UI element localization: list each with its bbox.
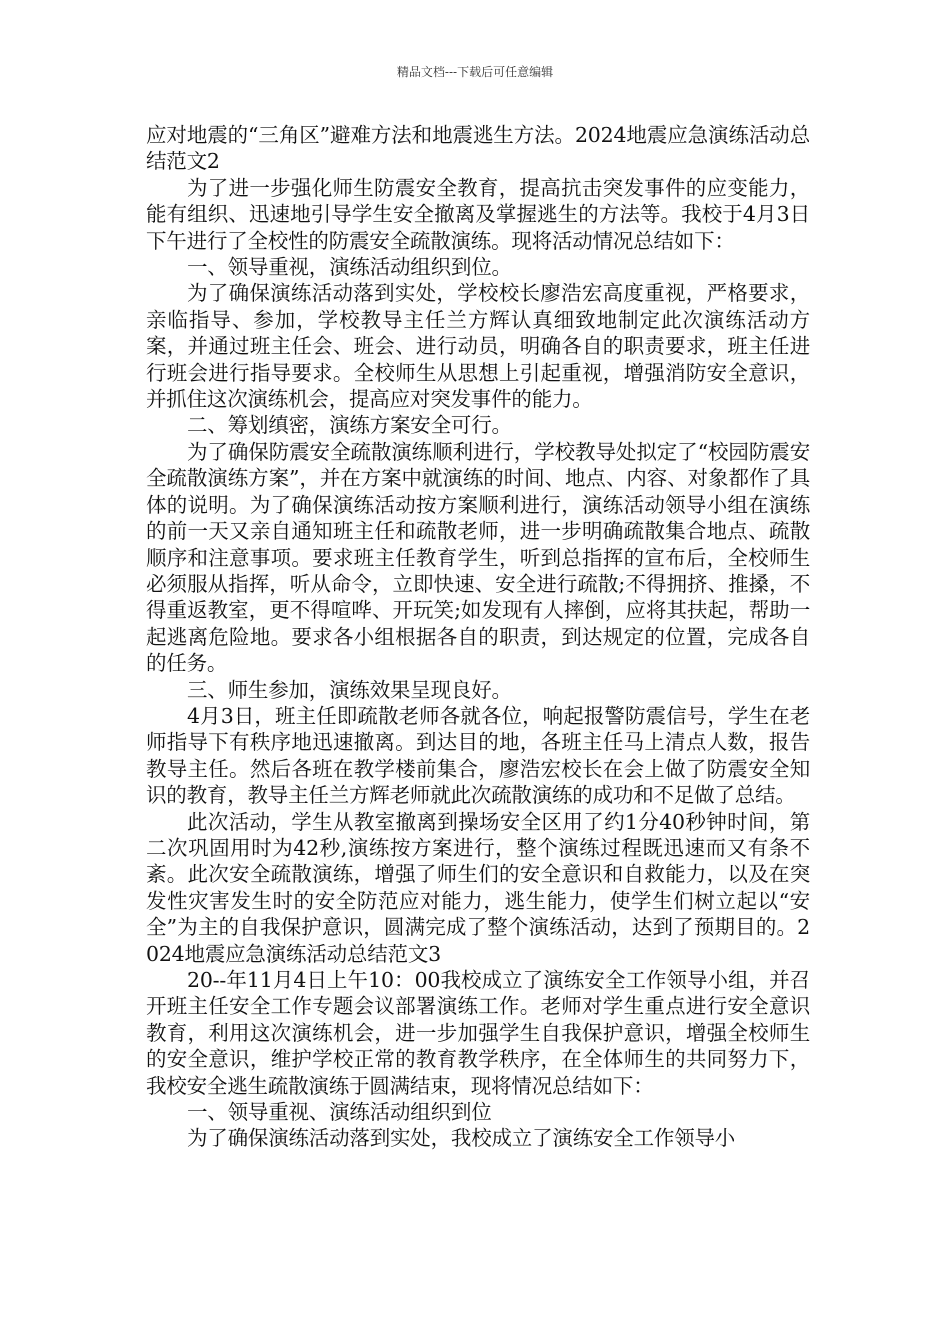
paragraph-continued: 为了确保演练活动落到实处，我校成立了演练安全工作领导小 xyxy=(187,1126,736,1151)
paragraph-sample3-intro: 20--年11月4日上午10：00我校成立了演练安全工作领导小组，并召开班主任安全工作专题会议部署演练工作。老师对学生重点进行安全意识教育，利用这次演练机会，进一步加强学生自我保护意识，增强全校师生的安全意识，维护学校正常的教育教学秩序，在全体师生的共同努力下，我校安全逃生疏散演练于圆满结束，现将情况总结如下： xyxy=(146,968,810,1098)
page-header: 精品文档---下载后可任意编辑 xyxy=(396,65,554,79)
paragraph-planning: 为了确保防震安全疏散演练顺利进行，学校教导处拟定了“校园防震安全疏散演练方案”，并在方案中就演练的时间、地点、内容、对象都作了具体的说明。为了确保演练活动按方案顺利进行，演练活动领导小组在演练的前一天又亲自通知班主任和疏散老师，进一步明确疏散集合地点、疏散顺序和注意事项。要求班主任教育学生，听到总指挥的宣布后，全校师生必须服从指挥，听从命令，立即快速、安全进行疏散;不得拥挤、推搡，不得重返教室，更不得喧哗、开玩笑;如发现有人摔倒，应将其扶起，帮助一起逃离危险地。要求各小组根据各自的职责，到达规定的位置，完成各自的任务。 xyxy=(146,439,810,676)
paragraph-drill: 4月3日，班主任即疏散老师各就各位，响起报警防震信号，学生在老师指导下有秩序地迅速撤离。到达目的地，各班主任马上清点人数，报告教导主任。然后各班在教学楼前集合，廖浩宏校长在会上做了防震安全知识的教育，教导主任兰方辉老师就此次疏散演练的成功和不足做了总结。 xyxy=(146,703,810,808)
section-heading-3: 三、师生参加，演练效果呈现良好。 xyxy=(187,677,512,702)
paragraph-intro-tail: 应对地震的“三角区”避难方法和地震逃生方法。2024地震应急演练活动总结范文2 xyxy=(146,123,810,174)
paragraph-leadership: 为了确保演练活动落到实处，学校校长廖浩宏高度重视，严格要求，亲临指导、参加，学校教导主任兰方辉认真细致地制定此次演练活动方案，并通过班主任会、班会、进行动员，明确各自的职责要求，班主任进行班会进行指导要求。全校师生从思想上引起重视，增强消防安全意识，并抓住这次演练机会，提高应对突发事件的能力。 xyxy=(146,281,810,412)
section-heading-2: 二、筹划缜密，演练方案安全可行。 xyxy=(187,413,512,438)
section-heading-1: 一、领导重视，演练活动组织到位。 xyxy=(187,255,512,280)
paragraph-results: 此次活动，学生从教室撤离到操场安全区用了约1分40秒钟时间，第二次巩固用时为42秒,演练按方案进行，整个演练过程既迅速而又有条不紊。此次安全疏散演练，增强了师生们的安全意识和自救能力，以及在突发性灾害发生时的安全防范应对能力，逃生能力，使学生们树立起以“安全”为主的自我保护意识，圆满完成了整个演练活动，达到了预期目的。2024地震应急演练活动总结范文3 xyxy=(146,809,810,966)
document-body xyxy=(146,122,810,1152)
section-heading-4: 一、领导重视、演练活动组织到位 xyxy=(187,1100,492,1125)
paragraph-purpose: 为了进一步强化师生防震安全教育，提高抗击突发事件的应变能力，能有组织、迅速地引导学生安全撤离及掌握逃生的方法等。我校于4月3日下午进行了全校性的防震安全疏散演练。现将活动情况总结如下： xyxy=(146,175,810,253)
